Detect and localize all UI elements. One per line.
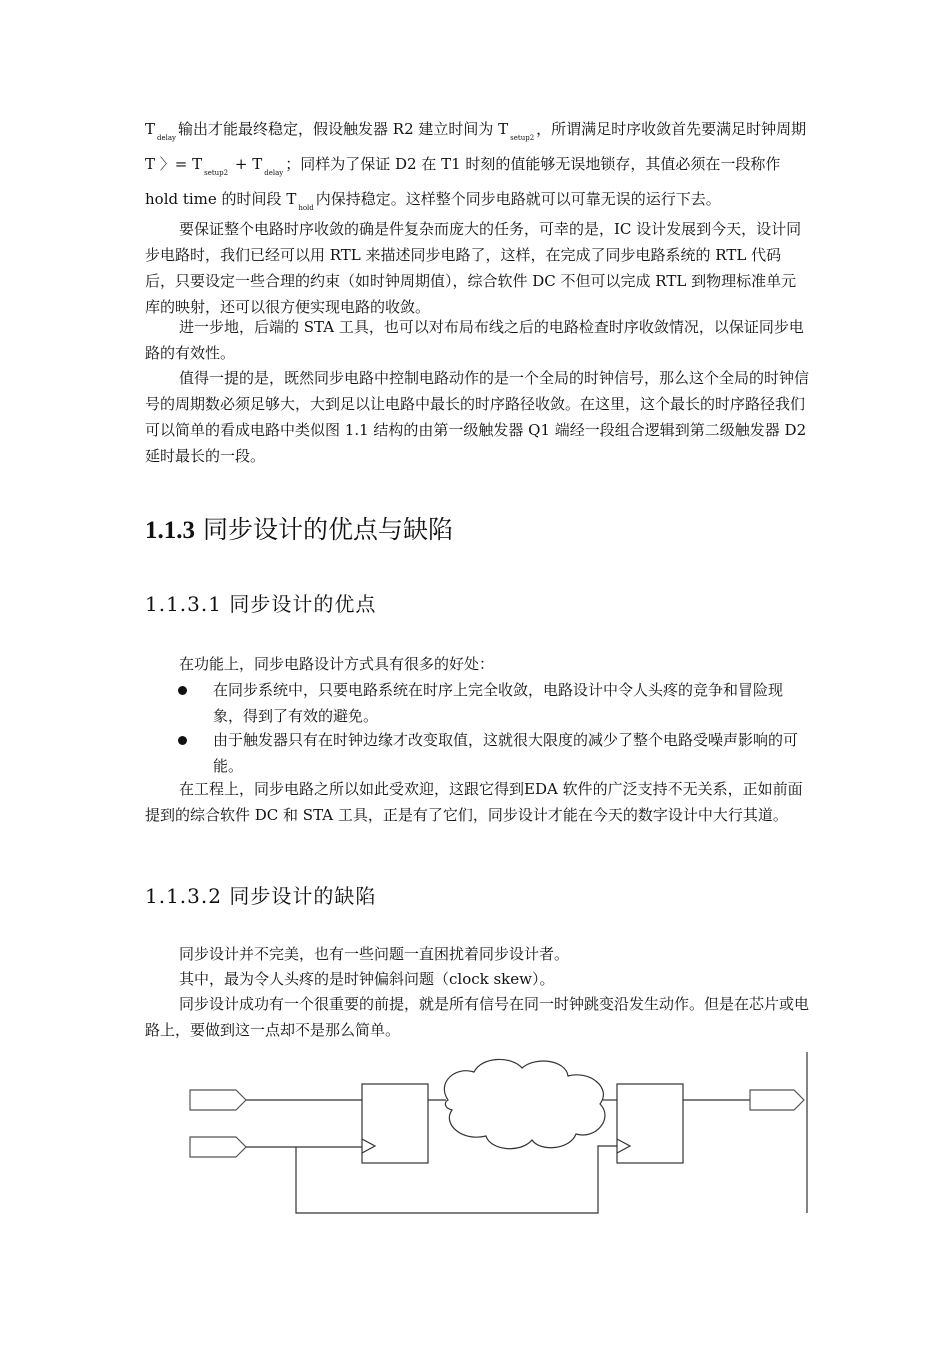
text-run: 输出才能最终稳定，假设触发器 R2 建立时间为 T: [178, 120, 509, 138]
flip-flop-1: [362, 1084, 428, 1163]
paragraph-eda: 在工程上，同步电路之所以如此受欢迎，这跟它得到EDA 软件的广泛支持不无关系，正如前面提到的综合软件 DC 和 STA 工具，正是有了它们，同步设计才能在今天的数字设计中大行其道。: [145, 780, 803, 824]
clock-wire: [296, 1146, 617, 1213]
subsection-heading-drawbacks: 1.1.3.2 同步设计的缺陷: [145, 884, 377, 908]
clock-triangle-icon: [362, 1139, 375, 1153]
flip-flop-2: [617, 1084, 683, 1163]
subsection-heading-advantages: 1.1.3.1 同步设计的优点: [145, 592, 377, 616]
paragraph-clock-skew: 其中，最为令人头疼的是时钟偏斜问题（clock skew）。: [179, 970, 555, 988]
subscript: hold: [298, 204, 314, 212]
paragraph-advantages-intro: 在功能上，同步电路设计方式具有很多的好处：: [179, 655, 495, 673]
subscript: delay: [264, 169, 284, 177]
paragraph-sta: 进一步地，后端的 STA 工具，也可以对布局布线之后的电路检查时序收敛情况，以保证同步电路的有效性。: [145, 318, 804, 362]
input-port-data-icon: [190, 1090, 246, 1110]
subscript: delay: [157, 134, 177, 142]
subscript: setup2: [510, 134, 535, 142]
paragraph-drawbacks-intro: 同步设计并不完美，也有一些问题一直困扰着同步设计者。: [179, 945, 570, 963]
text-run: 内保持稳定。这样整个同步电路就可以可靠无误的运行下去。: [315, 190, 721, 208]
paragraph-premise: 同步设计成功有一个很重要的前提，就是所有信号在同一时钟跳变沿发生动作。但是在芯片或电路上，要做到这一点却不是那么简单。: [145, 995, 810, 1039]
text-run: + T: [230, 155, 263, 173]
section-title: 同步设计的优点与缺陷: [202, 515, 453, 544]
clock-triangle-icon: [617, 1139, 630, 1153]
subscript: setup2: [204, 169, 229, 177]
paragraph-clock-period: 值得一提的是，既然同步电路中控制电路动作的是一个全局的时钟信号，那么这个全局的时钟信号的周期数必须足够大，大到足以让电路中最长的时序路径收敛。在这里，这个最长的时序路径我们可以简单的看成电路中类似图 1.1 结构的由第一级触发器 Q1 端经一段组合逻辑到第二级触发器 D2 延时最长的一段。: [145, 369, 810, 465]
text-run: ，所谓满足时序收敛首先要满足时钟周期 T 〉= T: [145, 120, 807, 173]
input-port-clock-icon: [190, 1137, 246, 1157]
output-port-icon: [750, 1090, 804, 1110]
list-item-text: 在同步系统中，只要电路系统在时序上完全收敛，电路设计中令人头疼的竞争和冒险现象，得到了有效的避免。: [213, 681, 784, 725]
list-item-text: 由于触发器只有在时钟边缘才改变取值，这就很大限度的减少了整个电路受噪声影响的可能。: [213, 731, 799, 775]
combinational-logic-cloud: [444, 1059, 605, 1148]
section-number: 1.1.3: [145, 517, 195, 544]
text-run: ；同样为了保证 D2 在 T1 时刻的值能够无误地锁存，其值必须在一段称作 hold time 的时间段 T: [145, 155, 781, 208]
text-run: T: [145, 120, 156, 138]
paragraph-convergence: 要保证整个电路时序收敛的确是件复杂而庞大的任务，可幸的是，IC 设计发展到今天，设计同步电路时，我们已经可以用 RTL 来描述同步电路了，这样，在完成了同步电路系统的 RTL 代码后，只要设定一些合理的约束（如时钟周期值），综合软件 DC 不但可以完成 RTL 到物理标准单元库的映射，还可以很方便实现电路的收敛。: [145, 220, 802, 316]
